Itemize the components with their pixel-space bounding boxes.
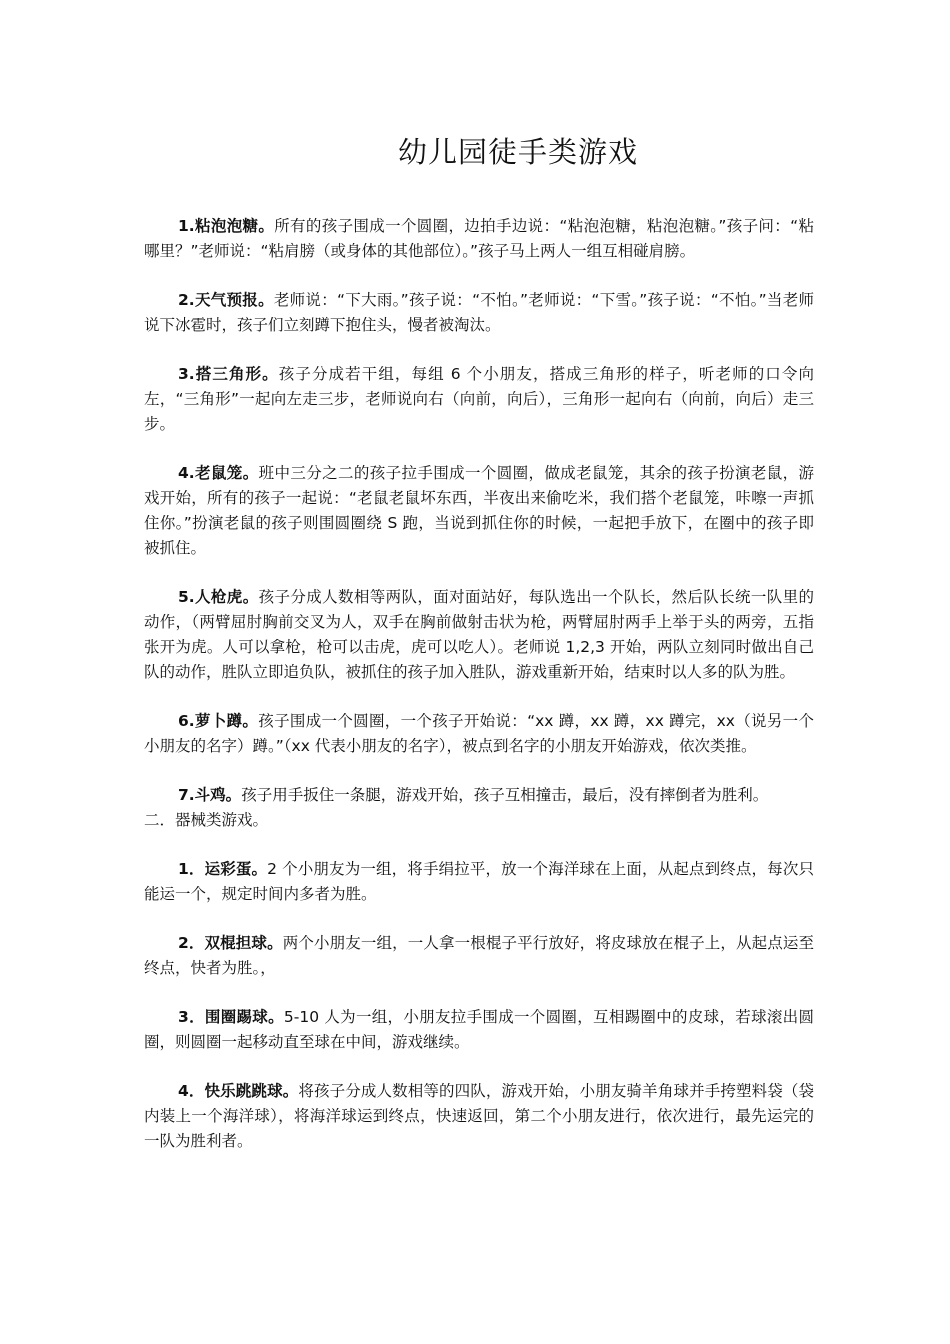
paragraph-7	[144, 783, 814, 808]
paragraph-6-text: 孩子围成一个圆圈，一个孩子开始说：“xx 蹲，xx 蹲，xx 蹲完，xx（说另一个小朋友的名字）蹲。”（xx 代表小朋友的名字），被点到名字的小朋友开始游戏，依次类推。	[144, 712, 814, 755]
equipment-paragraph-3-text: 5-10 人为一组，小朋友拉手围成一个圆圈，互相踢圈中的皮球，若球滚出圆圈，则圆圈一起移动直至球在中间，游戏继续。	[144, 1008, 814, 1051]
paragraph-5-lead: 5.人枪虎。	[178, 588, 259, 606]
paragraph-3	[144, 362, 814, 437]
paragraph-3-lead: 3.搭三角形。	[178, 365, 279, 383]
paragraph-5	[144, 585, 814, 685]
equipment-paragraph-2-lead: 2．双棍担球。	[178, 934, 283, 952]
paragraph-1-text: 所有的孩子围成一个圆圈，边拍手边说：“粘泡泡糖，粘泡泡糖。”孩子问：“粘哪里？”老师说：“粘肩膀（或身体的其他部位）。”孩子马上两人一组互相碰肩膀。	[144, 217, 814, 260]
section-heading: 二．器械类游戏。	[144, 811, 269, 829]
paragraph-4-lead: 4.老鼠笼。	[178, 464, 259, 482]
paragraph-1-lead: 1.粘泡泡糖。	[178, 217, 275, 235]
paragraph-6-lead: 6.萝卜蹲。	[178, 712, 259, 730]
paragraph-2-lead: 2.天气预报。	[178, 291, 274, 309]
paragraph-5-text: 孩子分成人数相等两队，面对面站好，每队选出一个队长，然后队长统一队里的动作，（两臂屈肘胸前交叉为人，双手在胸前做射击状为枪，两臂屈肘两手上举于头的两旁，五指张开为虎。人可以拿枪，枪可以击虎，虎可以吃人）。老师说 1,2,3 开始，两队立刻同时做出自己队的动作，胜队立即追负队，被抓住的孩子加入胜队，游戏重新开始，结束时以人多的队为胜。	[144, 588, 814, 681]
equipment-paragraph-4-lead: 4．快乐跳跳球。	[178, 1082, 299, 1100]
paragraph-4	[144, 461, 814, 561]
document-body	[144, 214, 814, 1178]
equipment-paragraph-1-lead: 1．运彩蛋。	[178, 860, 268, 878]
paragraph-3-text: 孩子分成若干组，每组 6 个小朋友，搭成三角形的样子，听老师的口令向左，“三角形”一起向左走三步，老师说向右（向前，向后），三角形一起向右（向前，向后）走三步。	[144, 365, 814, 433]
paragraph-2-text: 老师说：“下大雨。”孩子说：“不怕。”老师说：“下雪。”孩子说：“不怕。”当老师说下冰雹时，孩子们立刻蹲下抱住头，慢者被淘汰。	[144, 291, 814, 334]
equipment-paragraph-4	[144, 1079, 814, 1154]
paragraph-1	[144, 214, 814, 264]
page-title: 幼儿园徒手类游戏	[397, 135, 638, 169]
paragraph-4-text: 班中三分之二的孩子拉手围成一个圆圈，做成老鼠笼，其余的孩子扮演老鼠，游戏开始，所有的孩子一起说：“老鼠老鼠坏东西，半夜出来偷吃米，我们搭个老鼠笼，咔嚓一声抓住你。”扮演老鼠的孩子则围圆圈绕 S 跑，当说到抓住你的时候，一起把手放下，在圈中的孩子即被抓住。	[144, 464, 814, 557]
paragraph-7-lead: 7.斗鸡。	[178, 786, 242, 804]
paragraph-7-text: 孩子用手扳住一条腿，游戏开始，孩子互相撞击，最后，没有摔倒者为胜利。	[241, 786, 769, 804]
equipment-paragraph-4-text: 将孩子分成人数相等的四队，游戏开始，小朋友骑羊角球并手挎塑料袋（袋内装上一个海洋球），将海洋球运到终点，快速返回，第二个小朋友进行，依次进行，最先运完的一队为胜利者。	[144, 1082, 814, 1150]
equipment-paragraph-2-text: 两个小朋友一组，一人拿一根棍子平行放好，将皮球放在棍子上，从起点运至终点，快者为胜。，	[144, 934, 814, 977]
equipment-paragraph-3	[144, 1005, 814, 1055]
equipment-paragraph-2	[144, 931, 814, 981]
equipment-paragraph-1	[144, 857, 814, 907]
paragraph-2	[144, 288, 814, 338]
equipment-paragraph-3-lead: 3．围圈踢球。	[178, 1008, 284, 1026]
equipment-paragraph-1-text: 2 个小朋友为一组，将手绢拉平，放一个海洋球在上面，从起点到终点，每次只能运一个，规定时间内多者为胜。	[144, 860, 814, 903]
paragraph-6	[144, 709, 814, 759]
